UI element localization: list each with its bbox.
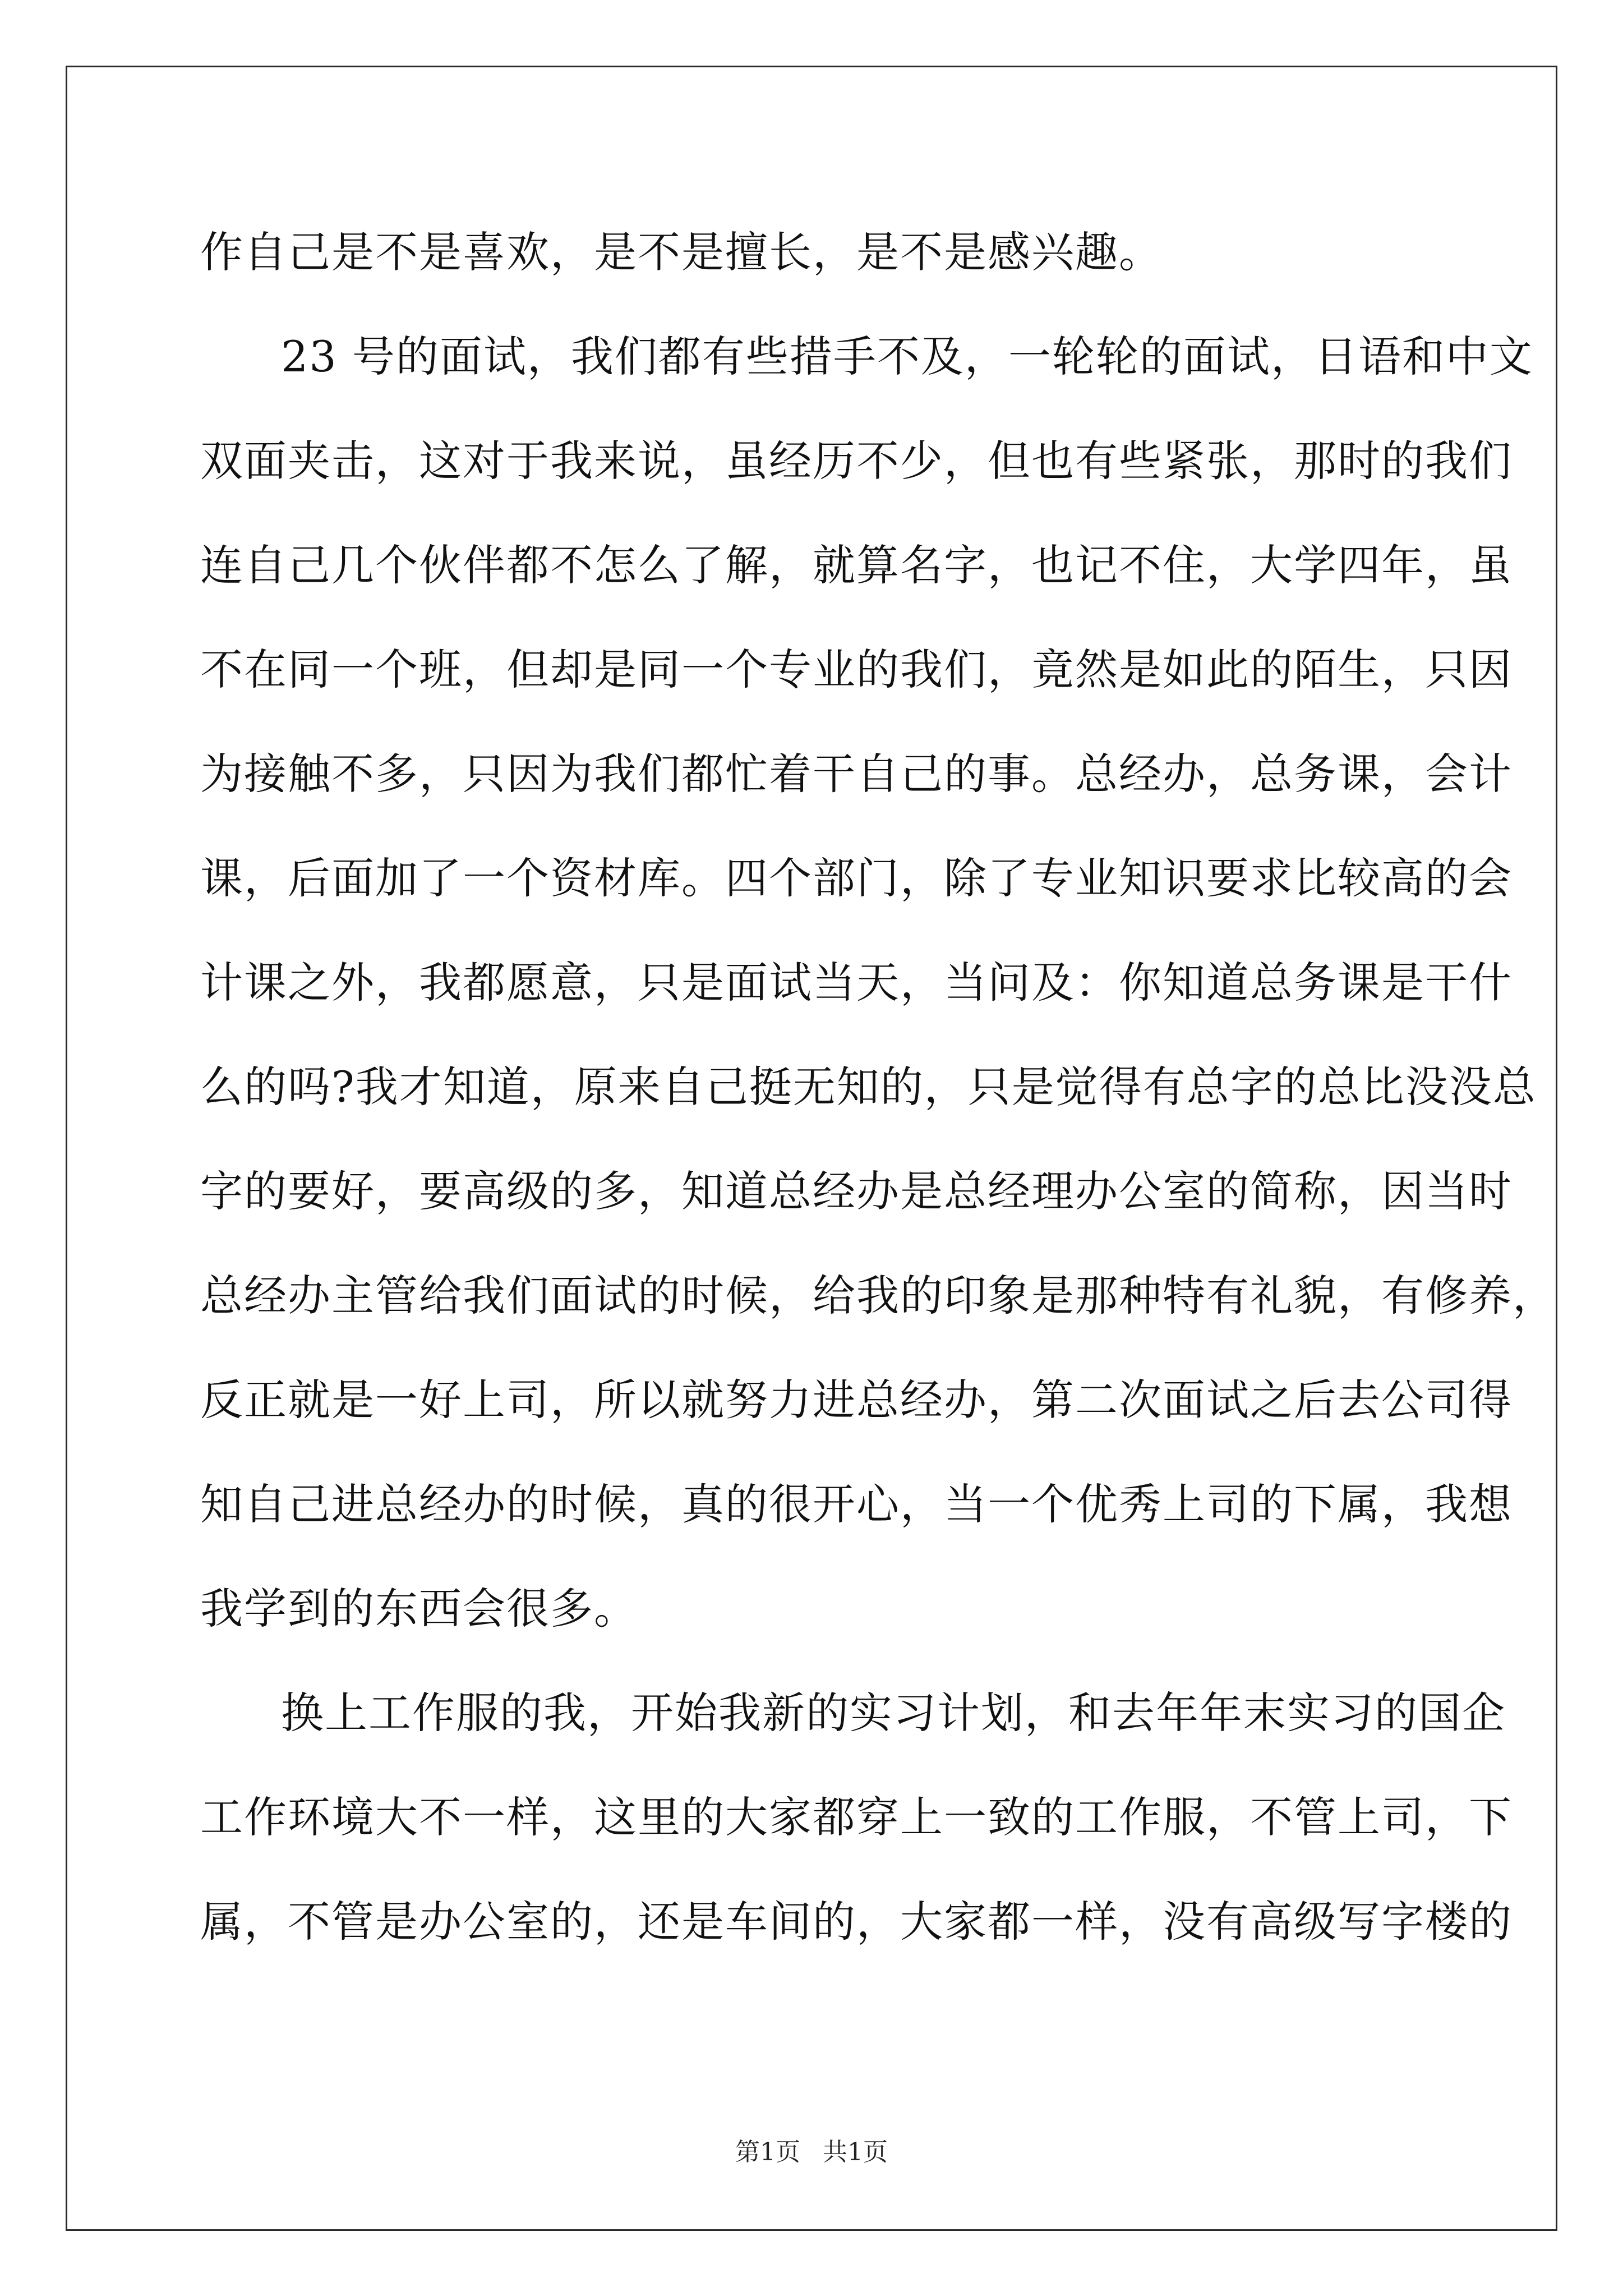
page-number: 第1页: [735, 2138, 800, 2166]
text-line: 双面夹击，这对于我来说，虽经历不少，但也有些紧张，那时的我们: [200, 436, 1513, 486]
text-line: 我学到的东西会很多。: [200, 1584, 638, 1634]
text-line: 为接触不多，只因为我们都忙着干自己的事。总经办，总务课，会计: [200, 749, 1513, 799]
text-line: 工作环境大不一样，这里的大家都穿上一致的工作服，不管上司，下: [200, 1792, 1513, 1842]
text-line-paragraph-start: 23 号的面试，我们都有些措手不及，一轮轮的面试，日语和中文: [281, 332, 1533, 381]
text-line: 字的要好，要高级的多，知道总经办是总经理办公室的简称，因当时: [200, 1166, 1513, 1216]
text-line: 不在同一个班，但却是同一个专业的我们，竟然是如此的陌生，只因: [200, 645, 1513, 694]
text-line: 计课之外，我都愿意，只是面试当天，当问及：你知道总务课是干什: [200, 958, 1513, 1007]
text-line: 反正就是一好上司，所以就努力进总经办，第二次面试之后去公司得: [200, 1375, 1513, 1425]
text-line: 么的吗?我才知道，原来自己挺无知的，只是觉得有总字的总比没没总: [200, 1062, 1537, 1112]
text-line: 总经办主管给我们面试的时候，给我的印象是那种特有礼貌，有修养，: [200, 1271, 1556, 1320]
total-pages: 共1页: [823, 2138, 888, 2166]
text-line: 作自己是不是喜欢，是不是擅长，是不是感兴趣。: [200, 227, 1163, 277]
document-body: [200, 216, 1556, 1990]
text-line: 知自己进总经办的时候，真的很开心，当一个优秀上司的下属，我想: [200, 1479, 1513, 1529]
text-line: 课，后面加了一个资材库。四个部门，除了专业知识要求比较高的会: [200, 853, 1513, 903]
page-footer: [0, 2132, 1623, 2168]
text-line: 连自己几个伙伴都不怎么了解，就算名字，也记不住，大学四年，虽: [200, 540, 1513, 590]
text-line-paragraph-start: 换上工作服的我，开始我新的实习计划，和去年年末实习的国企: [281, 1688, 1506, 1738]
text-line: 属，不管是办公室的，还是车间的，大家都一样，没有高级写字楼的: [200, 1897, 1513, 1947]
